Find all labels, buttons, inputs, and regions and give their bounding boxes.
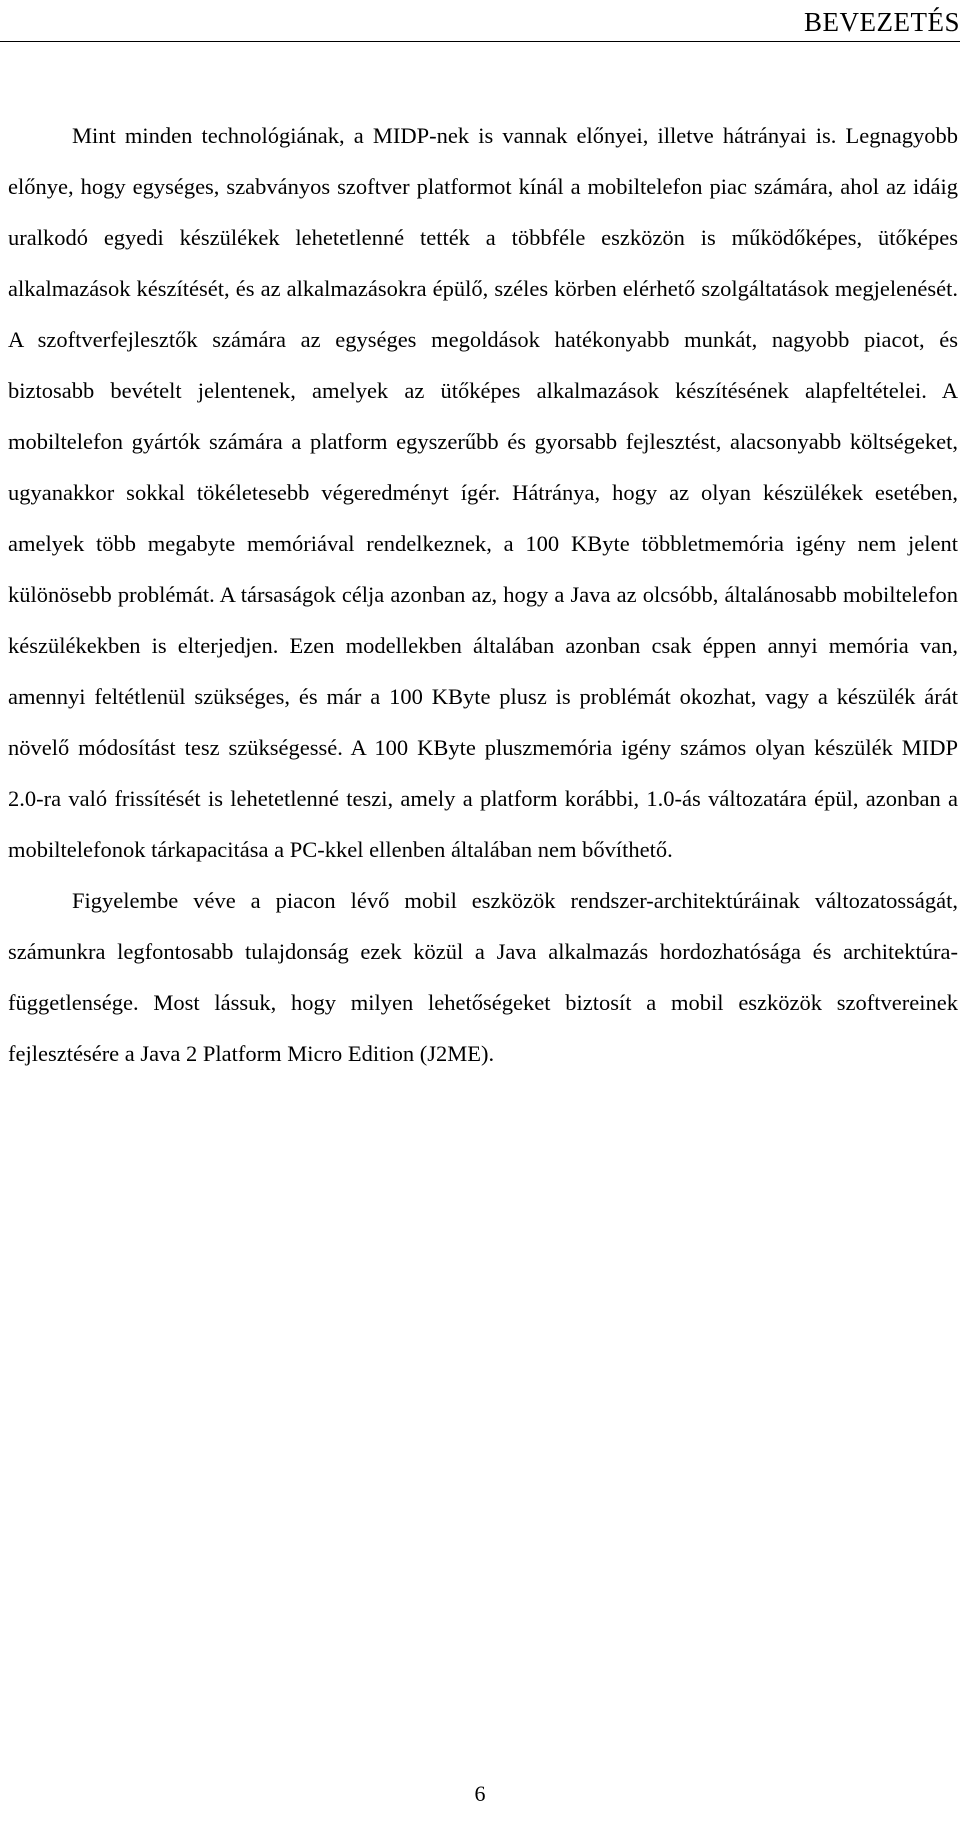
paragraph-java-portability: Figyelembe véve a piacon lévő mobil eszközök rendszer-architektúráinak változatosságát, számunkra legfontosabb tulajdonság ezek közül a Java alkalmazás hordozhatósága és architektúra-függetlensége. Most lássuk, hogy milyen lehetőségeket biztosít a mobil eszközök szoftvereinek fejlesztésére a Java 2 Platform Micro Edition (J2ME).: [8, 888, 958, 1066]
body-text: [8, 110, 958, 1079]
paragraph-midp-advantages: Mint minden technológiának, a MIDP-nek is vannak előnyei, illetve hátrányai is. Legnagyobb előnye, hogy egységes, szabványos szoftver platformot kínál a mobiltelefon piac számára, ahol az idáig uralkodó egyedi készülékek lehetetlenné tették a többféle eszközön is működőképes, ütőképes alkalmazások készítését, és az alkalmazásokra épülő, széles körben elérhető szolgáltatások megjelenését. A szoftverfejlesztők számára az egységes megoldások hatékonyabb munkát, nagyobb piacot, és biztosabb bevételt jelentenek, amelyek az ütőképes alkalmazások készítésének alapfeltételei. A mobiltelefon gyártók számára a platform egyszerűbb és gyorsabb fejlesztést, alacsonyabb költségeket, ugyanakkor sokkal tökéletesebb végeredményt ígér. Hátránya, hogy az olyan készülékek esetében, amelyek több megabyte memóriával rendelkeznek, a 100 KByte többletmemória igény nem jelent különösebb problémát. A társaságok célja azonban az, hogy a Java az olcsóbb, általánosabb mobiltelefon készülékekben is elterjedjen. Ezen modellekben általában azonban csak éppen annyi memória van, amennyi feltétlenül szükséges, és már a 100 KByte plusz is problémát okozhat, vagy a készülék árát növelő módosítást tesz szükségessé. A 100 KByte pluszmemória igény számos olyan készülék MIDP 2.0-ra való frissítését is lehetetlenné teszi, amely a platform korábbi, 1.0-ás változatára épül, azonban a mobiltelefonok tárkapacitása a PC-kkel ellenben általában nem bővíthető.: [8, 123, 958, 862]
page-number: 6: [474, 1781, 486, 1806]
running-header-title: BEVEZETÉS: [804, 7, 960, 37]
header-divider: [0, 41, 960, 42]
